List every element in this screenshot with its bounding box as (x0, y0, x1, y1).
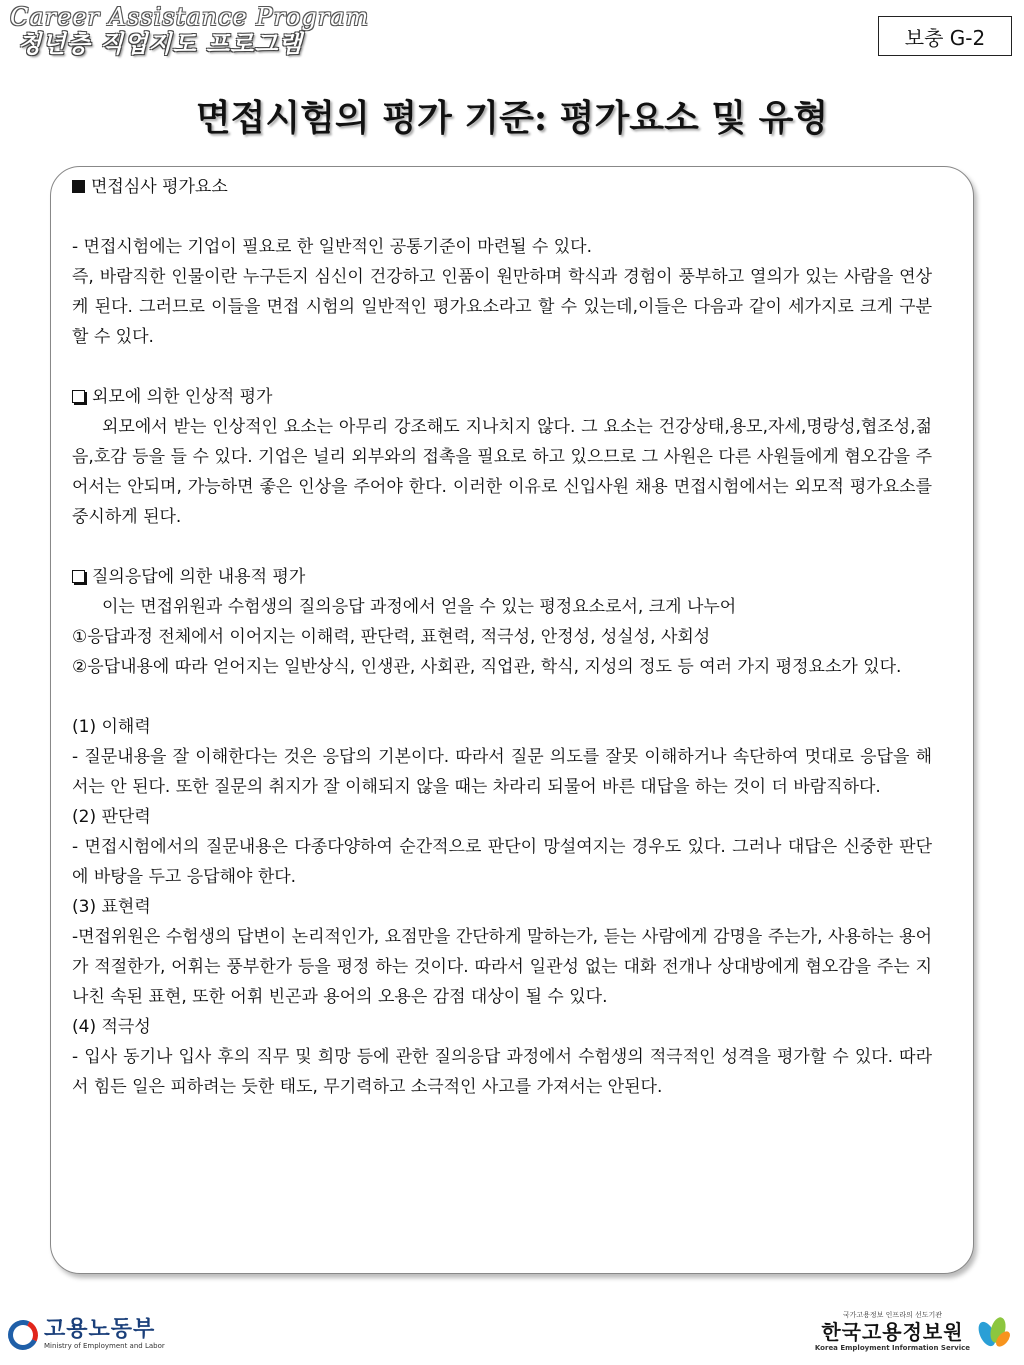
item-text: - 입사 동기나 입사 후의 직무 및 희망 등에 관한 질의응답 과정에서 수험생의 적극적인 성격을 평가할 수 있다. 따라서 힘든 일은 피하려는 듯한 태도, 무기력하고 소극적인 사고를 가져서는 안된다. (72, 1047, 932, 1097)
keis-leaf-icon (974, 1312, 1012, 1352)
qa-heading-text: 질의응답에 의한 내용적 평가 (92, 567, 306, 587)
keis-tagline: 국가고용정보 인프라의 선도기관 (842, 1311, 942, 1319)
item-label: (3) 표현력 (72, 897, 151, 917)
item-label: (2) 판단력 (72, 807, 151, 827)
checkbox-bullet-icon (72, 570, 85, 583)
qa-body-item1: ①응답과정 전체에서 이어지는 이해력, 판단력, 표현력, 적극성, 안정성, 성실성, 사회성 (72, 627, 711, 647)
appearance-heading-text: 외모에 의한 인상적 평가 (92, 387, 273, 407)
qa-body-intro: 이는 면접위원과 수험생의 질의응답 과정에서 얻을 수 있는 평정요소로서, 크게 나누어 (102, 597, 737, 617)
supplement-code-badge: 보충 G-2 (878, 16, 1012, 56)
item-label: (4) 적극성 (72, 1017, 151, 1037)
keis-logo (815, 1310, 1012, 1353)
ministry-emblem-icon (4, 1315, 42, 1353)
brand-english: Career Assistance Program (10, 3, 370, 31)
appearance-body: 외모에서 받는 인상적인 요소는 아무리 강조해도 지나치지 않다. 그 요소는 건강상태,용모,자세,명랑성,협조성,젊음,호감 등을 들 수 있다. 기업은 널리 외부와의 접촉을 필요로 하고 있으므로 그 사원은 다른 사원들에게 혐오감을 주어서는 안되며, 가능하면 좋은 인상을 주어야 한다. 이러한 이유로 신입사원 채용 면접시험에서는 외모적 평가요소를 중시하게 된다. (72, 417, 932, 527)
appearance-heading (72, 382, 932, 412)
section-heading-text: 면접심사 평가요소 (91, 177, 228, 197)
keis-name-english: Korea Employment Information Service (814, 1344, 970, 1352)
program-brand (10, 4, 410, 58)
ministry-logo (8, 1318, 165, 1351)
page-title: 면접시험의 평가 기준: 평가요소 및 유형 (195, 97, 829, 139)
qa-heading (72, 562, 932, 592)
item-text: - 면접시험에서의 질문내용은 다종다양하여 순간적으로 판단이 망설여지는 경우도 있다. 그러나 대답은 신중한 판단에 바탕을 두고 응답해야 한다. (72, 837, 932, 887)
qa-body-item2: ②응답내용에 따라 얻어지는 일반상식, 인생관, 사회관, 직업관, 학식, 지성의 정도 등 여러 가지 평정요소가 있다. (72, 657, 902, 677)
keis-name-korean: 한국고용정보원 (821, 1320, 964, 1344)
item-label: (1) 이해력 (72, 717, 151, 737)
brand-korean: 청년층 직업지도 프로그램 (18, 30, 303, 58)
square-bullet-icon (72, 180, 85, 193)
intro-body: 즉, 바람직한 인물이란 누구든지 심신이 건강하고 인품이 원만하며 학식과 경험이 풍부하고 열의가 있는 사람을 연상케 된다. 그러므로 이들을 면접 시험의 일반적인 평가요소라고 할 수 있는데,이들은 다음과 같이 세가지로 크게 구분할 수 있다. (72, 267, 932, 347)
ministry-name-english: Ministry of Employment and Labor (44, 1342, 165, 1350)
ministry-name-korean: 고용노동부 (44, 1317, 156, 1342)
intro-line: - 면접시험에는 기업이 필요로 한 일반적인 공통기준이 마련될 수 있다. (72, 237, 592, 257)
item-text: -면접위원은 수험생의 답변이 논리적인가, 요점만을 간단하게 말하는가, 듣는 사람에게 감명을 주는가, 사용하는 용어가 적절한가, 어휘는 풍부한가 등을 평정 하는 것이다. 따라서 일관성 없는 대화 전개나 상대방에게 혐오감을 주는 지나친 속된 표현, 또한 어휘 빈곤과 용어의 오용은 감점 대상이 될 수 있다. (72, 927, 932, 1007)
section-heading (72, 172, 932, 202)
item-text: - 질문내용을 잘 이해한다는 것은 응답의 기본이다. 따라서 질문 의도를 잘못 이해하거나 속단하여 멋대로 응답을 해서는 안 된다. 또한 질문의 취지가 잘 이해되지 않을 때는 차라리 되물어 바른 대답을 하는 것이 더 바람직하다. (72, 747, 932, 797)
content-body (72, 172, 932, 1102)
checkbox-bullet-icon (72, 390, 85, 403)
